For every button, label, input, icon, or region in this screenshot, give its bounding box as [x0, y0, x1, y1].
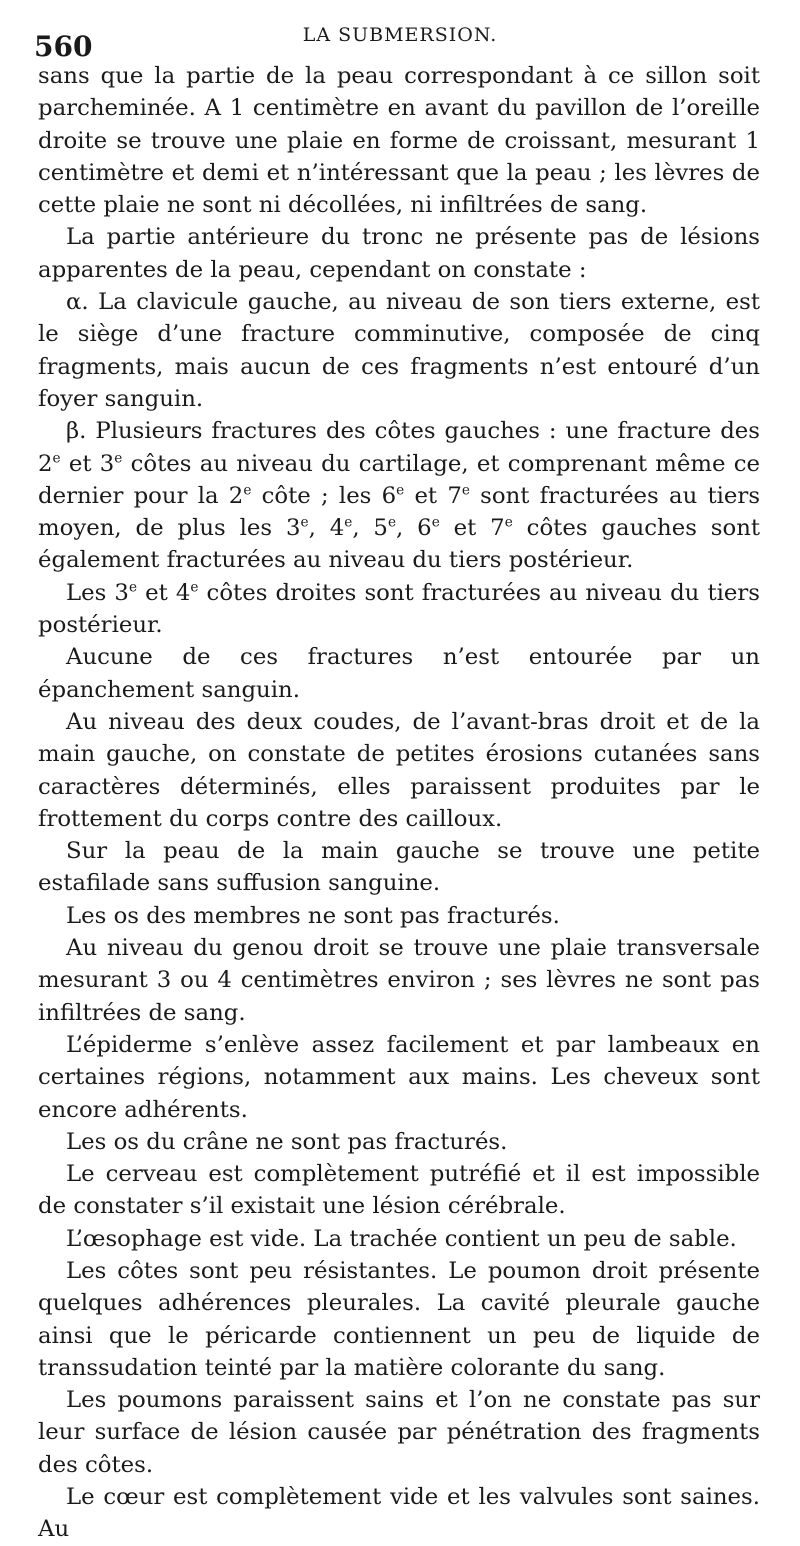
- paragraph: Au niveau des deux coudes, de l’avant-bras droit et de la main gauche, on constate de petites érosions cutanées sans caractères déterminés, elles paraissent produites par le frottement du corps contre des cailloux.: [38, 708, 760, 832]
- paragraph: Les os du crâne ne sont pas fracturés.: [66, 1128, 508, 1155]
- paragraph: Les côtes sont peu résistantes. Le poumon droit présente quelques adhérences pleurales. La cavité pleurale gauche ainsi que le péricarde contiennent un peu de liquide de transsudation teinté par la matière colorante du sang.: [38, 1257, 760, 1381]
- paragraph: Les 3e et 4e côtes droites sont fracturées au niveau du tiers postérieur.: [38, 579, 760, 639]
- paragraph: Le cerveau est complètement putréfié et il est impossible de constater s’il existait une lésion cérébrale.: [38, 1161, 760, 1220]
- paragraph: Sur la peau de la main gauche se trouve une petite estafilade sans suffusion sanguine.: [38, 838, 760, 897]
- paragraph: Les poumons paraissent sains et l’on ne constate pas sur leur surface de lésion causée par pénétration des fragments des côtes.: [38, 1387, 760, 1478]
- paragraph: L’épiderme s’enlève assez facilement et par lambeaux en certaines régions, notamment aux mains. Les cheveux sont encore adhérents.: [38, 1031, 760, 1123]
- running-title: LA SUBMERSION.: [302, 24, 498, 46]
- body-text: [38, 60, 760, 1546]
- paragraph: α. La clavicule gauche, au niveau de son tiers externe, est le siège d’une fracture comminutive, composée de cinq fragments, mais aucun de ces fragments n’est entouré d’un foyer sanguin.: [38, 289, 760, 412]
- paragraph: β. Plusieurs fractures des côtes gauches : une fracture des 2e et 3e côtes au niveau du cartilage, et comprenant même ce dernier pour la 2e côte ; les 6e et 7e sont fracturées au tiers moyen, de plus les 3e, 4e, 5e, 6e et 7e côtes gauches sont également fracturées au niveau du tiers postérieur.: [38, 418, 761, 574]
- paragraph: Aucune de ces fractures n’est entourée par un épanchement sanguin.: [38, 644, 760, 703]
- page-number: 560: [34, 30, 93, 63]
- paragraph: La partie antérieure du tronc ne présente pas de lésions apparentes de la peau, cependant on constate :: [38, 224, 760, 283]
- paragraph: Le cœur est complètement vide et les valvules sont saines. Au: [38, 1484, 760, 1543]
- paragraph: L’œsophage est vide. La trachée contient un peu de sable.: [66, 1225, 737, 1252]
- paragraph: sans que la partie de la peau correspondant à ce sillon soit parcheminée. A 1 centimètre en avant du pavillon de l’oreille droite se trouve une plaie en forme de croissant, mesurant 1 centimètre et demi et n’intéressant que la peau ; les lèvres de cette plaie ne sont ni décollées, ni infiltrées de sang.: [38, 63, 760, 219]
- page-header: [0, 22, 800, 62]
- paragraph: Au niveau du genou droit se trouve une plaie transversale mesurant 3 ou 4 centimètres environ ; ses lèvres ne sont pas infiltrées de sang.: [38, 935, 760, 1026]
- paragraph: Les os des membres ne sont pas fracturés.: [66, 902, 560, 929]
